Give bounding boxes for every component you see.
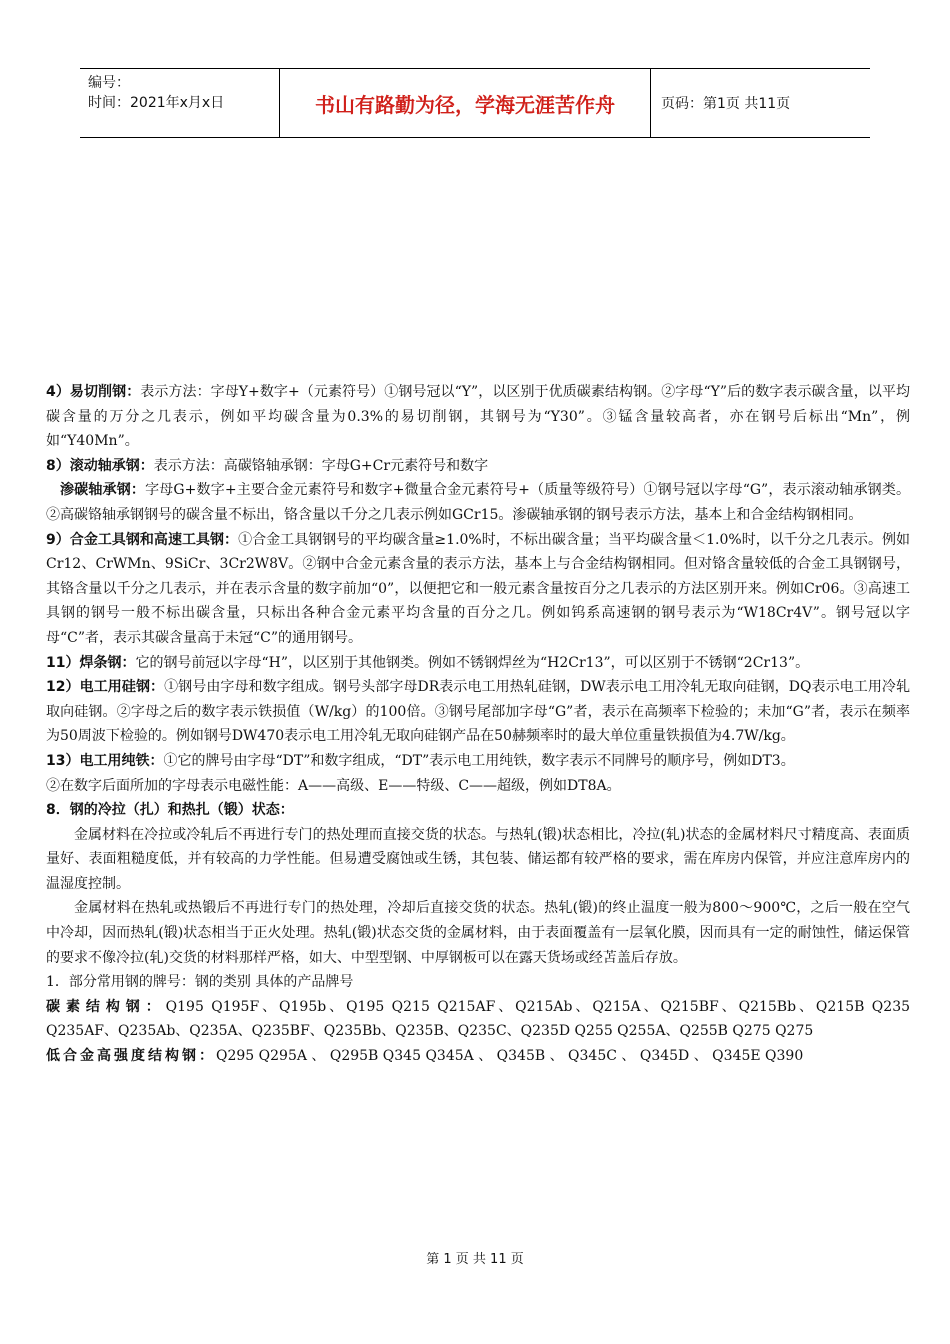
section-heading: 13）电工用纯铁： xyxy=(46,752,164,769)
document-body xyxy=(46,380,910,1069)
header-number-label: 编号： xyxy=(88,75,130,91)
paragraph-text: 表示方法：字母Y+数字+（元素符号）①钢号冠以“Y”，以区别于优质碳素结构钢。②字母“Y”后的数字表示碳含量，以平均碳含量的万分之几表示，例如平均碳含量为0.3%的易切削钢，其钢号为“Y30”。③锰含量较高者，亦在钢号后标出“Mn”，例如“Y40Mn”。 xyxy=(46,384,910,450)
paragraph-text: 表示方法：高碳铬轴承钢：字母G+Cr元素符号和数字 xyxy=(153,457,489,474)
paragraph-welding-steel xyxy=(46,651,910,676)
section-heading: 11）焊条钢： xyxy=(46,654,136,671)
section-heading: 渗碳轴承钢： xyxy=(60,482,146,499)
paragraph-carburized-bearing-steel xyxy=(46,478,910,527)
paragraph-text: ①它的牌号由字母“DT”和数字组成，“DT”表示电工用纯铁，数字表示不同牌号的顺序号，例如DT3。 xyxy=(163,752,795,769)
paragraph-text: ①钢号由字母和数字组成。钢号头部字母DR表示电工用热轧硅钢，DW表示电工用冷轧无取向硅钢，DQ表示电工用冷轧取向硅钢。②字母之后的数字表示铁损值（W/kg）的100倍。③钢号尾部加字母“G”者，表示在高频率下检验的；未加“G”者，表示在频率为50周波下检验的。例如钢号DW470表示电工用冷轧无取向硅钢产品在50赫频率时的最大单位重量铁损值为4.7W/kg。 xyxy=(46,679,910,745)
section-heading: 碳素结构钢： xyxy=(46,998,166,1015)
paragraph-tool-steel xyxy=(46,528,910,651)
header-page-info: 页码：第1页 共11页 xyxy=(661,96,791,112)
paragraph-text: Q195 Q195F、Q195b、Q195 Q215 Q215AF、Q215Ab、Q215A、Q215BF、Q215Bb、Q215B Q235 Q235AF、Q235Ab、Q235A、Q235BF、Q235Bb、Q235B、Q235C、Q235D Q255 Q255A、Q255B Q275 Q275 xyxy=(46,998,911,1040)
paragraph-common-grades: 1．部分常用钢的牌号：钢的类别 具体的产品牌号 xyxy=(46,974,354,991)
page-footer: 第 1 页 共 11 页 xyxy=(426,1252,524,1267)
paragraph-silicon-steel xyxy=(46,675,910,749)
section-heading: 低合金高强度结构钢： xyxy=(46,1048,216,1065)
paragraph-carbon-structural-steel xyxy=(46,995,910,1044)
paragraph-text: Q295 Q295A 、 Q295B Q345 Q345A 、 Q345B 、 Q345C 、 Q345D 、 Q345E Q390 xyxy=(216,1048,804,1065)
paragraph-pure-iron xyxy=(46,749,910,774)
paragraph-magnetic-grades: ②在数字后面所加的字母表示电磁性能：A——高级、E——特级、C——超级，例如DT8A。 xyxy=(46,777,621,794)
paragraph-low-alloy-steel xyxy=(46,1044,910,1069)
paragraph-text: 它的钢号前冠以字母“H”，以区别于其他钢类。例如不锈钢焊丝为“H2Cr13”，可以区别于不锈钢“2Cr13”。 xyxy=(135,654,810,671)
paragraph-text: 字母G+数字+主要合金元素符号和数字+微量合金元素符号+（质量等级符号）①钢号冠以字母“G”，表示滚动轴承钢类。②高碳铬轴承钢钢号的碳含量不标出，铬含量以千分之几表示例如GCr15。渗碳轴承钢的钢号表示方法，基本上和合金结构钢相同。 xyxy=(46,482,910,523)
paragraph-hot-rolled: 金属材料在热轧或热锻后不再进行专门的热处理，冷却后直接交货的状态。热轧(锻)的终止温度一般为800～900℃，之后一般在空气中冷却，因而热轧(锻)状态相当于正火处理。热轧(锻)状态交货的金属材料，由于表面覆盖有一层氧化膜，因而具有一定的耐蚀性，储运保管的要求不像冷拉(轧)交货的材料那样严格，如大、中型型钢、中厚钢板可以在露天货场或经苫盖后存放。 xyxy=(46,900,910,966)
section-heading: 12）电工用硅钢： xyxy=(46,679,165,696)
paragraph-text: ①合金工具钢钢号的平均碳含量≥1.0%时，不标出碳含量；当平均碳含量＜1.0%时，以千分之几表示。例如Cr12、CrWMn、9SiCr、3Cr2W8V。②钢中合金元素含量的表示方法，基本上与合金结构钢相同。但对铬含量较低的合金工具钢钢号，其铬含量以千分之几表示，并在表示含量的数字前加“0”，以便把它和一般元素含量按百分之几表示的方法区别开来。例如Cr06。③高速工具钢的钢号一般不标出碳含量，只标出各种合金元素平均含量的百分之几。例如钨系高速钢的钢号表示为“W18Cr4V”。钢号冠以字母“C”者，表示其碳含量高于未冠“C”的通用钢号。 xyxy=(46,531,910,646)
section-heading: 9）合金工具钢和高速工具钢： xyxy=(46,531,239,548)
paragraph-bearing-steel xyxy=(46,454,910,479)
header-meta xyxy=(80,69,280,137)
header-time-label: 时间：2021年x月x日 xyxy=(88,95,225,111)
section-heading: 8）滚动轴承钢： xyxy=(46,457,154,474)
section-heading: 4）易切削钢： xyxy=(46,384,141,400)
section-heading-cold-hot-state: 8．钢的冷拉（扎）和热扎（锻）状态： xyxy=(46,802,294,819)
paragraph-cold-drawn: 金属材料在冷拉或冷轧后不再进行专门的热处理而直接交货的状态。与热轧(锻)状态相比，冷拉(轧)状态的金属材料尺寸精度高、表面质量好、表面粗糙度低，并有较高的力学性能。但易遭受腐蚀或生锈，其包装、储运都有较严格的要求，需在库房内保管，并应注意库房内的温湿度控制。 xyxy=(46,826,910,892)
document-header xyxy=(80,68,870,138)
paragraph-free-cutting-steel xyxy=(46,380,910,454)
header-motto: 书山有路勤为径，学海无涯苦作舟 xyxy=(280,69,651,137)
